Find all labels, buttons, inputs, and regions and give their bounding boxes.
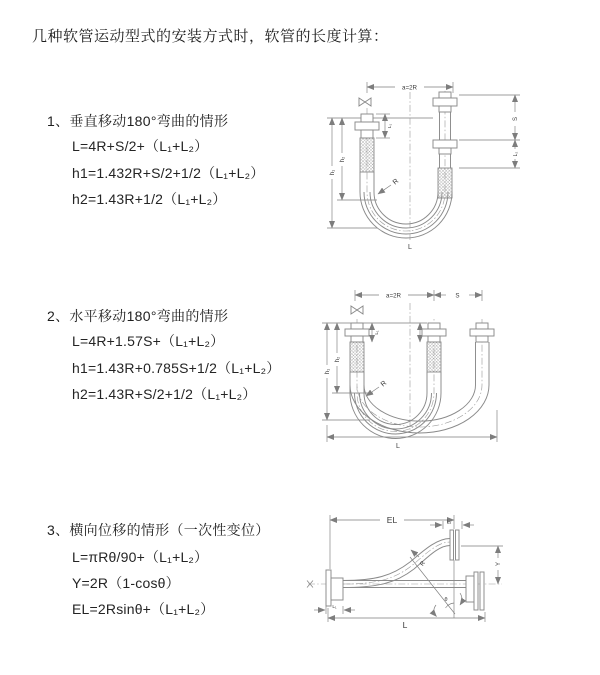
centerlines [367,90,445,240]
section-1-formula-h1: h1=1.432R+S/2+1/2（L₁+L₂） [72,165,265,181]
length-label: L [396,443,400,450]
dim-label-l1: L₁ [388,123,393,129]
dim-label-l2: L₂ [446,519,452,526]
section-2-formula-h1: h1=1.43R+0.785S+1/2（L₁+L₂） [72,360,281,376]
dim-label-h1: h₁ [325,368,331,375]
section-2-formula-l: L=4R+1.57S+（L₁+L₂） [72,333,225,349]
radius-label: R [391,177,401,187]
section-3-formula-el: EL=2Rsinθ+（L₁+L₂） [72,601,215,617]
hose-outline [350,306,489,439]
dim-label-h1: h₁ [330,169,336,176]
section-2-heading: 2、水平移动180°弯曲的情形 [47,308,229,324]
valve-icon [351,306,363,314]
section-1-heading: 1、垂直移动180°弯曲的情形 [47,113,229,129]
dim-label-s: S [455,292,460,300]
dim-label-s: S [513,116,520,122]
flanges [326,530,484,610]
radius-label: R [379,379,389,389]
hose-outline [343,539,466,588]
dim-label-y: Y [496,561,502,567]
braid-section [427,342,441,372]
diagram-vertical-180-bend [315,78,545,258]
braid-section [438,168,452,198]
dim-label-h2: h₂ [340,156,346,163]
theta-label: θ [444,597,448,603]
section-1-formula-h2: h2=1.43R+1/2（L₁+L₂） [72,191,227,207]
flanges [345,323,494,372]
diagram-horizontal-180-bend [315,285,555,455]
length-label: L [402,620,408,630]
dim-label-a2r: a=2R [386,292,401,300]
dimension-lines [322,290,497,442]
section-3-formula-y: Y=2R（1-cosθ） [72,575,180,591]
diagram-lateral-displacement [300,508,565,648]
dim-label-a2r: a=2R [402,84,417,92]
braid-section [350,342,364,372]
flanges [355,92,457,198]
section-2-formula-h2: h2=1.43R+S/2+1/2（L₁+L₂） [72,386,257,402]
dimension-lines [327,82,520,228]
dim-label-l1: L₁ [375,330,380,335]
section-1-formula-l: L=4R+S/2+（L₁+L₂） [72,138,209,154]
section-3-formula-l: L=πRθ/90+（L₁+L₂） [72,549,209,565]
length-label: L [408,244,412,251]
dim-label-l1: L₁ [332,605,337,610]
dim-label-l2: L₂ [513,151,519,157]
radius-label: R [419,560,427,568]
dim-label-h2: h₂ [335,356,341,363]
braid-section [360,138,374,172]
valve-icon [359,98,371,106]
dim-label-el: EL [386,515,398,525]
section-3-heading: 3、横向位移的情形（一次性变位） [47,522,270,538]
page-title: 几种软管运动型式的安装方式时，软管的长度计算： [32,28,389,45]
